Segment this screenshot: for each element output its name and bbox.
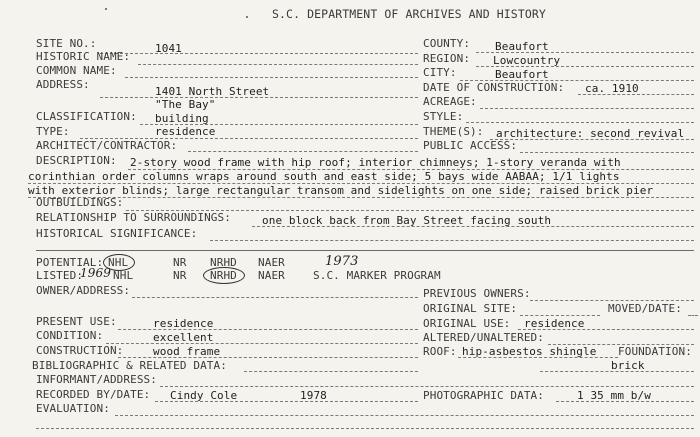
speck: [105, 8, 107, 10]
bibliographic-label: BIBLIOGRAPHIC & RELATED DATA:: [32, 359, 227, 372]
condition-line: [106, 343, 418, 344]
city-label: CITY:: [423, 66, 457, 79]
listed-label: LISTED:: [36, 269, 84, 282]
present-use-value: residence: [153, 317, 214, 330]
date-construction-value: ca. 1910: [585, 82, 639, 95]
relationship-value: one block back from Bay Street facing south: [262, 214, 552, 227]
type-label: TYPE:: [36, 125, 70, 138]
site-no-line: [100, 53, 418, 54]
potential-nhl: NHL: [108, 256, 129, 269]
construction-label: CONSTRUCTION:: [36, 344, 124, 357]
present-use-label: PRESENT USE:: [36, 315, 117, 328]
evaluation-line: [115, 415, 694, 416]
foundation-label: FOUNDATION:: [618, 345, 692, 358]
site-no-label: SITE NO.:: [36, 37, 97, 50]
county-line: [476, 52, 694, 53]
historical-significance-line: [210, 240, 694, 241]
description-line-2: corinthian order columns wraps around south and east side; 5 bays wide AABAA; 1/1 lights: [28, 170, 620, 183]
condition-value: excellent: [153, 331, 214, 344]
county-value: Beaufort: [495, 40, 549, 53]
region-label: REGION:: [423, 52, 471, 65]
listed-naer: NAER: [258, 269, 285, 282]
address-value: 1401 North Street: [155, 85, 270, 98]
region-line: [476, 66, 694, 67]
original-site-line: [520, 315, 600, 316]
owner-address-line: [132, 297, 418, 298]
photographic-value: 1 35 mm b/w: [577, 389, 651, 402]
outbuildings-label: OUTBUILDINGS:: [36, 196, 124, 209]
region-value: Lowcountry: [493, 54, 561, 67]
bottom-line: [36, 428, 694, 429]
potential-label: POTENTIAL:: [36, 256, 104, 269]
public-access-label: PUBLIC ACCESS:: [423, 139, 518, 152]
roof-line: [458, 357, 618, 358]
relationship-label: RELATIONSHIP TO SURROUNDINGS:: [36, 211, 231, 224]
listed-nhl: NHL: [113, 269, 134, 282]
speck: [246, 16, 248, 18]
foundation-line: [540, 371, 694, 372]
recorded-by-name: Cindy Cole: [170, 389, 238, 402]
present-use-line: [118, 329, 418, 330]
classification-value: building: [155, 112, 209, 125]
roof-label: ROOF:: [423, 345, 457, 358]
previous-owners-line: [530, 300, 694, 301]
type-value: residence: [155, 125, 216, 138]
handwritten-1973: 1973: [325, 254, 359, 269]
city-value: Beaufort: [495, 68, 549, 81]
listed-nr: NR: [173, 269, 187, 282]
previous-owners-label: PREVIOUS OWNERS:: [423, 287, 531, 300]
address-line: [100, 97, 418, 98]
potential-nrhd: NRHD: [210, 256, 237, 269]
bay-note: "The Bay": [155, 98, 216, 111]
owner-address-label: OWNER/ADDRESS:: [36, 284, 131, 297]
original-use-line: [518, 329, 694, 330]
architect-line: [188, 151, 418, 152]
listed-nrhd: NRHD: [210, 269, 237, 282]
original-site-label: ORIGINAL SITE:: [423, 302, 518, 315]
classification-label: CLASSIFICATION:: [36, 110, 137, 123]
acreage-line: [480, 108, 694, 109]
informant-label: INFORMANT/ADDRESS:: [36, 373, 158, 386]
construction-line: [118, 357, 418, 358]
evaluation-label: EVALUATION:: [36, 402, 110, 415]
recorded-by-line: [155, 401, 418, 402]
page-title: S.C. DEPARTMENT OF ARCHIVES AND HISTORY: [272, 7, 546, 21]
historic-name-line: [138, 64, 418, 65]
condition-label: CONDITION:: [36, 329, 104, 342]
style-line: [466, 122, 694, 123]
relationship-line: [252, 226, 694, 227]
moved-date-label: MOVED/DATE:: [608, 302, 682, 315]
original-use-label: ORIGINAL USE:: [423, 317, 511, 330]
themes-value: architecture: second revival: [496, 127, 685, 140]
description-line-3: with exterior blinds; large rectangular transom and sidelights on one side; raised brick pier: [28, 184, 654, 197]
description-line-1: 2-story wood frame with hip roof; interior chimneys; 1-story veranda with: [130, 156, 621, 169]
date-construction-label: DATE OF CONSTRUCTION:: [423, 81, 565, 94]
common-name-label: COMMON NAME:: [36, 64, 117, 77]
recorded-by-year: 1978: [300, 389, 327, 402]
listed-year: 1969: [80, 266, 111, 280]
public-access-line: [520, 152, 694, 153]
original-use-value: residence: [524, 317, 585, 330]
description-label: DESCRIPTION:: [36, 154, 117, 167]
nrhd-circle: [203, 267, 245, 284]
address-label: ADDRESS:: [36, 78, 90, 91]
themes-label: THEME(S):: [423, 125, 484, 138]
section-divider: [36, 250, 694, 251]
roof-value: hip-asbestos shingle: [462, 345, 597, 358]
themes-line: [490, 139, 694, 140]
potential-nr: NR: [173, 256, 187, 269]
construction-value: wood frame: [153, 345, 221, 358]
county-label: COUNTY:: [423, 37, 471, 50]
altered-label: ALTERED/UNALTERED:: [423, 331, 545, 344]
common-name-line: [125, 77, 418, 78]
historic-name-label: HISTORIC NAME:: [36, 50, 131, 63]
style-label: STYLE:: [423, 110, 464, 123]
marker-program: S.C. MARKER PROGRAM: [313, 269, 441, 282]
acreage-label: ACREAGE:: [423, 95, 477, 108]
description-rule-3: [28, 197, 694, 198]
architect-label: ARCHITECT/CONTRACTOR:: [36, 139, 178, 152]
site-no-value: 1041: [155, 42, 182, 55]
date-construction-line: [578, 94, 694, 95]
photographic-line: [556, 401, 694, 402]
historical-significance-label: HISTORICAL SIGNIFICANCE:: [36, 227, 198, 240]
moved-date-line: [688, 315, 698, 316]
recorded-by-label: RECORDED BY/DATE:: [36, 388, 151, 401]
foundation-value: brick: [611, 359, 645, 372]
bibliographic-line: [244, 371, 418, 372]
potential-naer: NAER: [258, 256, 285, 269]
photographic-label: PHOTOGRAPHIC DATA:: [423, 389, 545, 402]
informant-line: [160, 386, 694, 387]
